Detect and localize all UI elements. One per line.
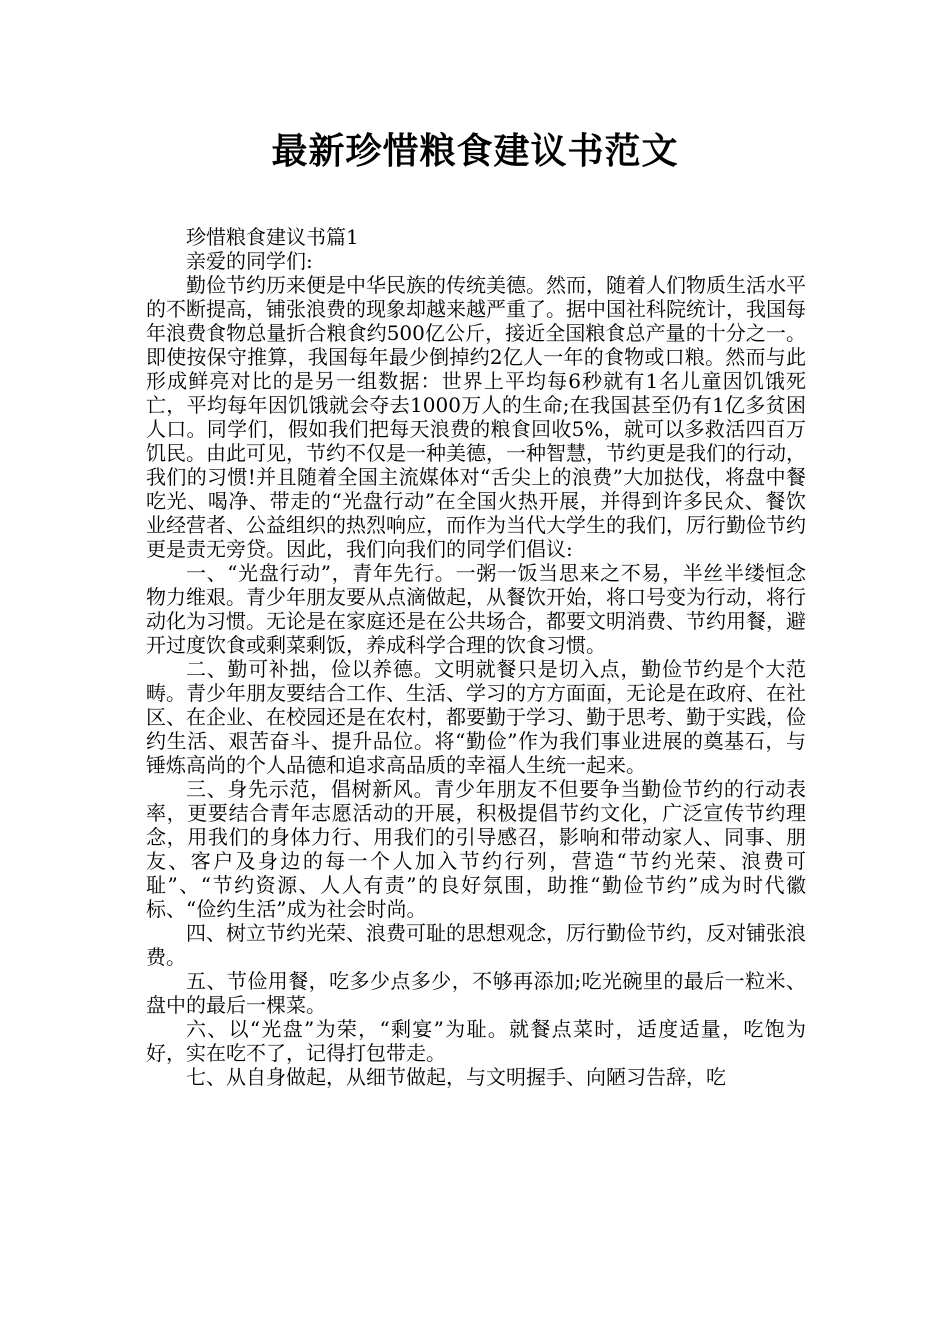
body-paragraph: 三、身先示范，倡树新风。青少年朋友不但要争当勤俭节约的行动表率，更要结合青年志愿活动的开展，积极提倡节约文化，广泛宣传节约理念，用我们的身体力行、用我们的引导感召，影响和带动家人、同事、朋友、客户及身边的每一个人加入节约行列，营造“节约光荣、浪费可耻”、“节约资源、人人有责”的良好氛围，助推“勤俭节约”成为时代徽标、“俭约生活”成为社会时尚。 — [146, 777, 806, 921]
body-paragraph: 勤俭节约历来便是中华民族的传统美德。然而，随着人们物质生活水平的不断提高，铺张浪费的现象却越来越严重了。据中国社科院统计，我国每年浪费食物总量折合粮食约500亿公斤，接近全国粮食总产量的十分之一。即使按保守推算，我国每年最少倒掉约2亿人一年的食物或口粮。然而与此形成鲜亮对比的是另一组数据：世界上平均每6秒就有1名儿童因饥饿死亡，平均每年因饥饿就会夺去1000万人的生命;在我国甚至仍有1亿多贫困人口。同学们，假如我们把每天浪费的粮食回收5%，就可以多救活四百万饥民。由此可见，节约不仅是一种美德，一种智慧，节约更是我们的行动，我们的习惯!并且随着全国主流媒体对“舌尖上的浪费”大加挞伐，将盘中餐吃光、喝净、带走的“光盘行动”在全国火热开展，并得到许多民众、餐饮业经营者、公益组织的热烈响应，而作为当代大学生的我们，厉行勤俭节约更是责无旁贷。因此，我们向我们的同学们倡议: — [146, 273, 806, 561]
body-paragraph: 七、从自身做起，从细节做起，与文明握手、向陋习告辞，吃 — [186, 1065, 726, 1089]
body-paragraph: 一、“光盘行动”，青年先行。一粥一饭当思来之不易，半丝半缕恒念物力维艰。青少年朋友要从点滴做起，从餐饮开始，将口号变为行动，将行动化为习惯。无论是在家庭还是在公共场合，都要文明消费、节约用餐，避开过度饮食或剩菜剩饭，养成科学合理的饮食习惯。 — [146, 561, 806, 657]
section-heading: 珍惜粮食建议书篇1 — [186, 225, 359, 249]
document-title: 最新珍惜粮食建议书范文 — [271, 131, 679, 172]
document-body — [146, 225, 806, 1089]
body-paragraph: 六、以“光盘”为荣，“剩宴”为耻。就餐点菜时，适度适量，吃饱为好，实在吃不了，记得打包带走。 — [146, 1017, 806, 1065]
body-paragraph: 二、勤可补拙，俭以养德。文明就餐只是切入点，勤俭节约是个大范畴。青少年朋友要结合工作、生活、学习的方方面面，无论是在政府、在社区、在企业、在校园还是在农村，都要勤于学习、勤于思考、勤于实践，俭约生活、艰苦奋斗、提升品位。将“勤俭”作为我们事业进展的奠基石，与锤炼高尚的个人品德和追求高品质的幸福人生统一起来。 — [146, 657, 806, 777]
body-paragraph: 五、节俭用餐，吃多少点多少，不够再添加;吃光碗里的最后一粒米、盘中的最后一棵菜。 — [146, 969, 806, 1017]
salutation: 亲爱的同学们: — [186, 249, 313, 273]
body-paragraph: 四、树立节约光荣、浪费可耻的思想观念，厉行勤俭节约，反对铺张浪费。 — [146, 921, 806, 969]
